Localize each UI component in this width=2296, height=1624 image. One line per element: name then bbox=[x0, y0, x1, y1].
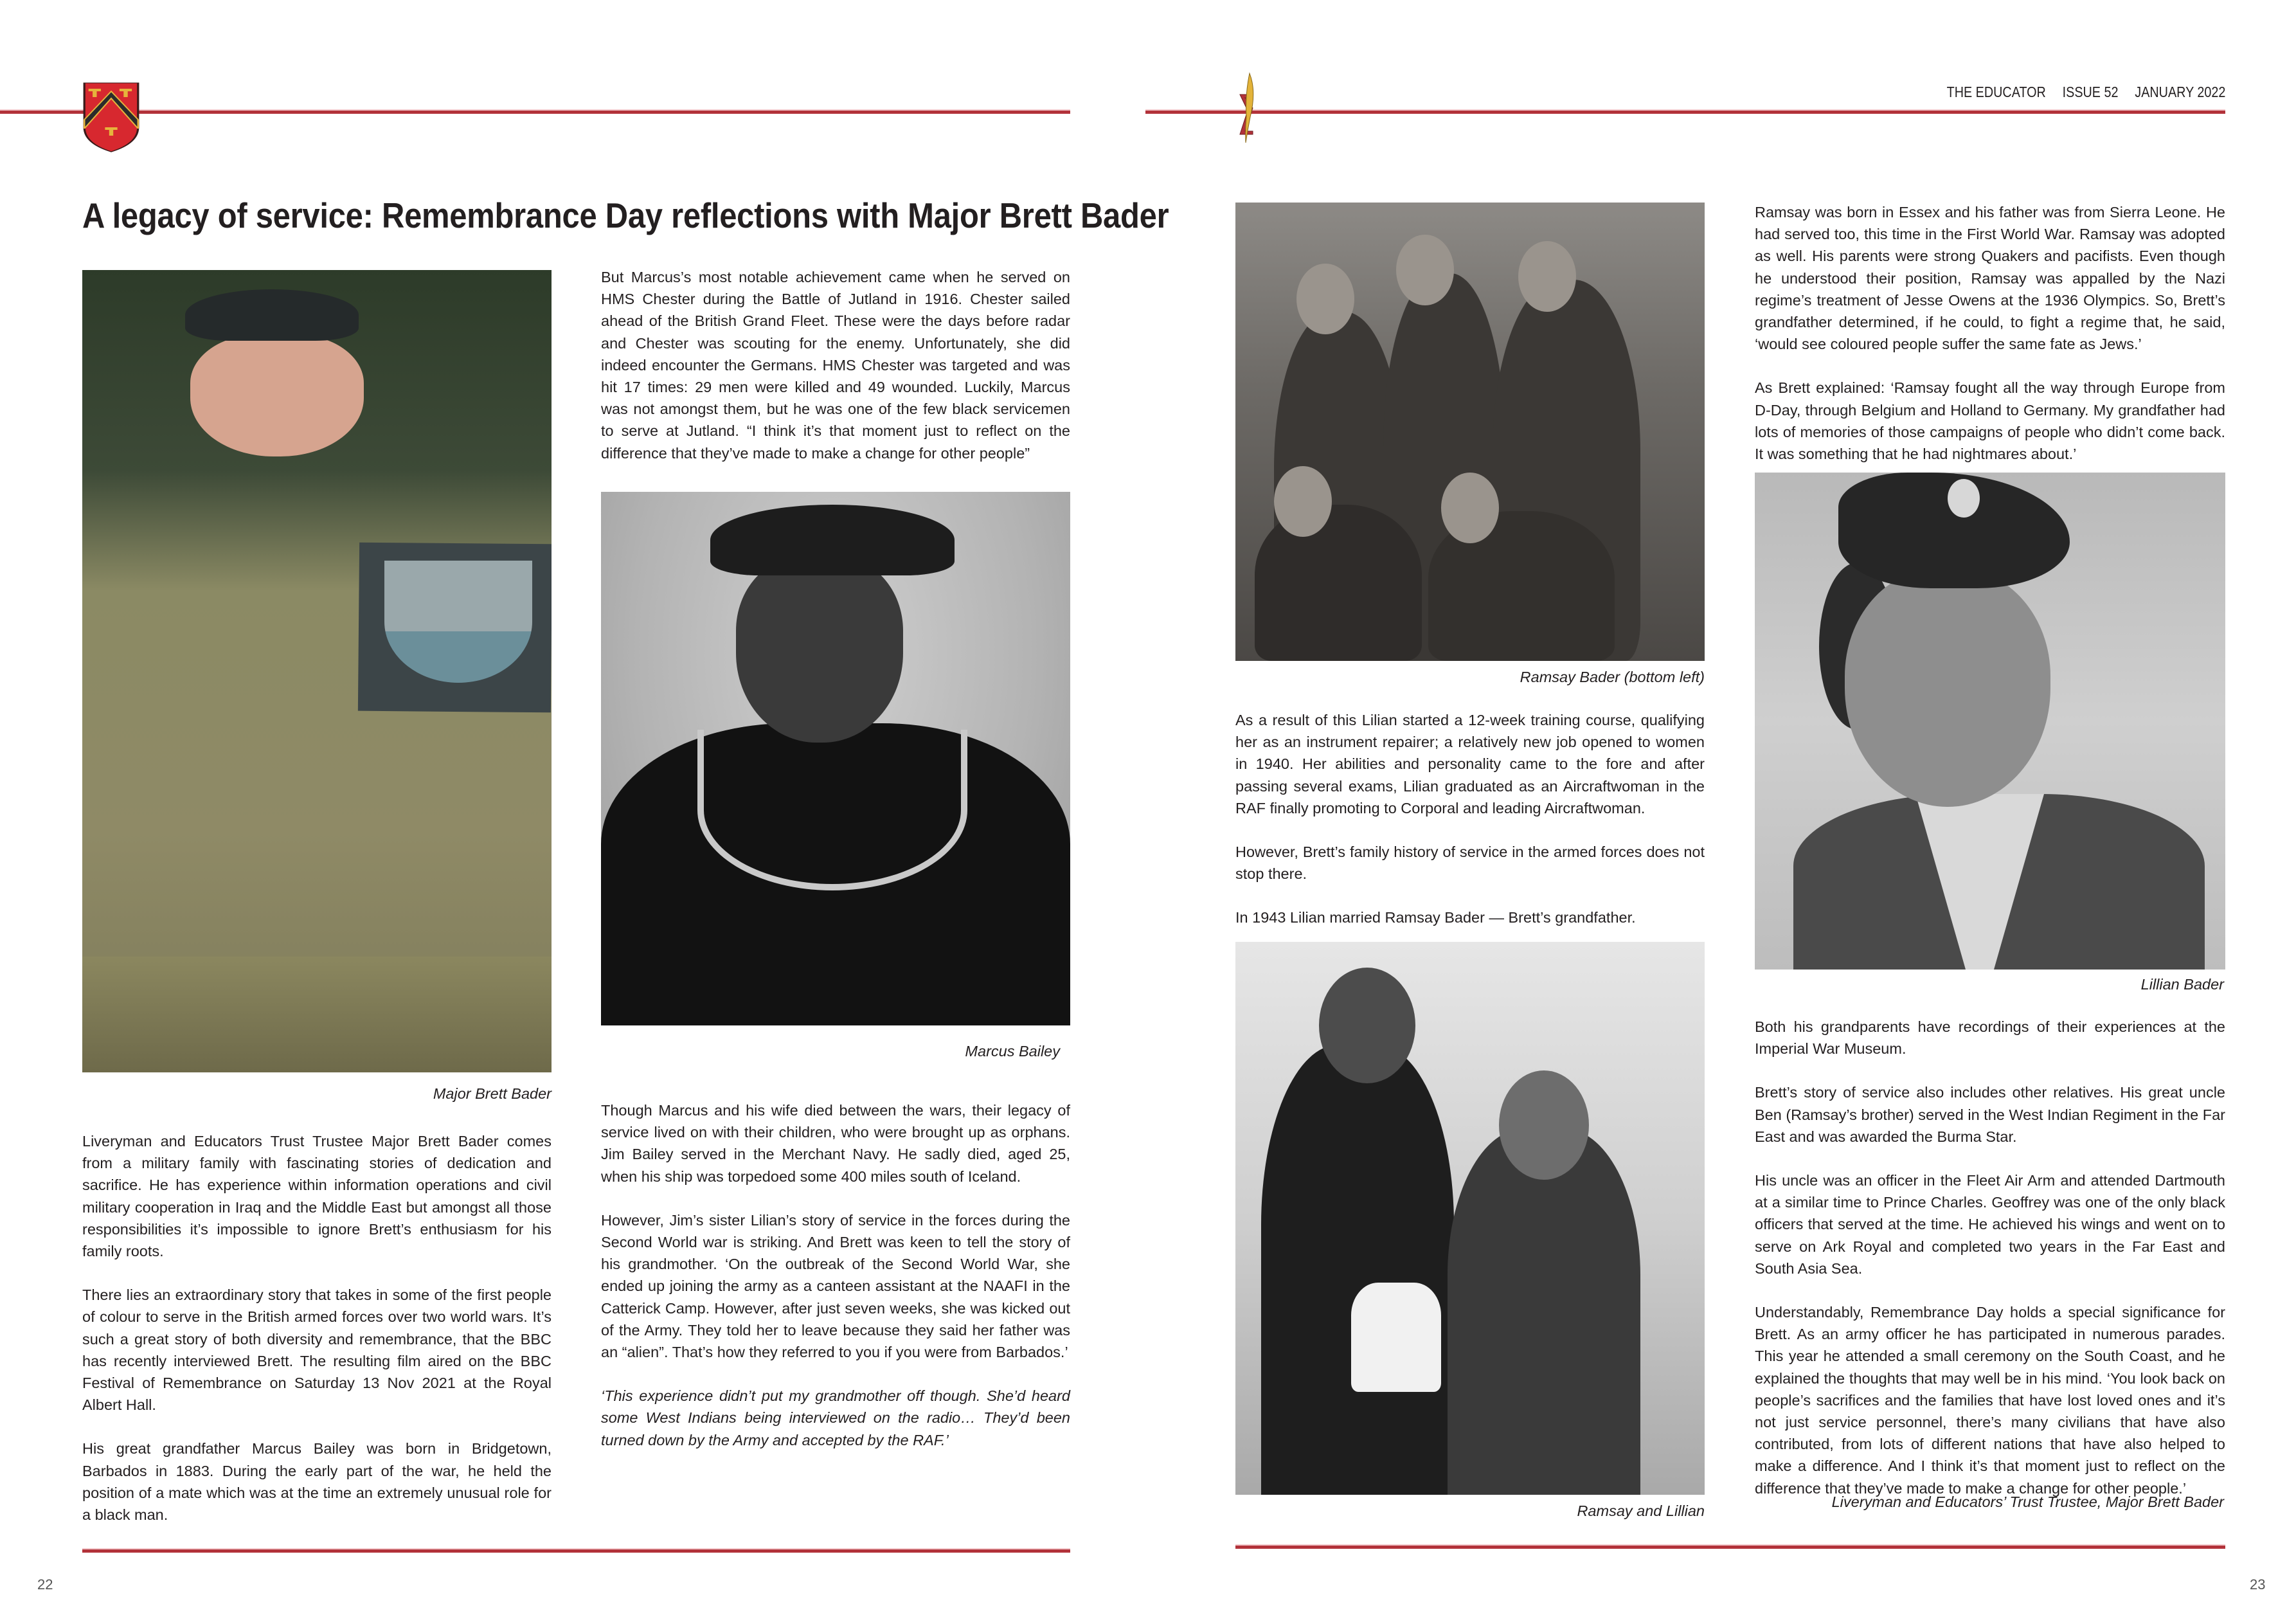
photo-beret bbox=[185, 289, 359, 341]
paragraph: As a result of this Lilian started a 12-week training course, qualifying her as an instrument repairer; a relatively new job opened to women in 1940. Her abilities and personality came to the fore and after passing several exams, Lilian graduated as an Aircraftwoman in the RAF finally promoting to Corporal and leading Aircraftwoman. bbox=[1235, 712, 1705, 817]
paragraph: Ramsay was born in Essex and his father was from Sierra Leone. He had served too, this time in the First World War. Ramsay was adopted as well. His parents were strong Quakers and pacifists. Even though he understood their position, Ramsay was appalled by the Nazi regime’s treatment of Jesse Owens at the 1936 Olympics. So, Brett’s grandfather determined, if he could, to fight a regime that, he said, ‘would see coloured people suffer the same fate as Jews.’ bbox=[1755, 204, 2225, 353]
photo-caption: Ramsay and Lillian bbox=[1577, 1502, 1705, 1519]
right-column-a-text bbox=[1235, 709, 1705, 929]
photo-head bbox=[1274, 466, 1332, 537]
paragraph: However, Brett’s family history of service in the armed forces does not stop there. bbox=[1235, 844, 1705, 883]
photo-head bbox=[1319, 968, 1415, 1083]
paragraph: Understandably, Remembrance Day holds a special significance for Brett. As an army officer he has participated in numerous parades. This year he attended a small ceremony on the South Coast, and he explained the thoughts that may well be in his mind. ‘You look back on people’s sacrifices and the families that have lost loved ones and it’s not just service personnel, there’s many civilians that have also contributed, from lots of different nations that have also helped to make a difference. And I think it’s that moment just to reflect on the difference that they’ve made to make a change for other people.’ bbox=[1755, 1304, 2225, 1497]
photo-face bbox=[1845, 569, 2050, 807]
photo-caption: Ramsay Bader (bottom left) bbox=[1520, 669, 1705, 685]
photo-head bbox=[1518, 241, 1576, 312]
photo-ground bbox=[82, 957, 552, 1072]
header-rule-right bbox=[1145, 111, 2225, 114]
photo-woman bbox=[1448, 1128, 1640, 1495]
photo-marcus-bailey bbox=[601, 492, 1070, 1025]
paragraph: Both his grandparents have recordings of their experiences at the Imperial War Museum. bbox=[1755, 1018, 2225, 1058]
photo-head bbox=[1441, 473, 1499, 543]
paragraph: Liveryman and Educators Trust Trustee Major Brett Bader comes from a military family with fascinating stories of dedication and sacrifice. He has experience within information operations and civil military cooperation in Iraq and the Middle East but amongst all those responsibilities it’s impossible to ignore Brett’s enthusiasm for his family roots. bbox=[82, 1133, 552, 1260]
paragraph: His uncle was an officer in the Fleet Air Arm and attended Dartmouth at a similar time to Prince Charles. Geoffrey was one of the only black officers that served at the time. He achieved his wings and went on to serve on Ark Royal and completed two years in the Far East and South Asia Sea. bbox=[1755, 1172, 2225, 1277]
paragraph: But Marcus’s most notable achievement came when he served on HMS Chester during the Battle of Jutland in 1916. Chester sailed ahead of the British Grand Fleet. These were the days before radar and Chester was scouting for the enemy. Unfortunately, she did indeed encounter the Germans. HMS Chester was targeted and was hit 17 times: 29 men were killed and 49 wounded. Luckily, Marcus was not amongst them, but he was one of the few black servicemen to serve at Jutland. “I think it’s that moment just to reflect on the difference that they’ve made to make a change for other people” bbox=[601, 269, 1070, 462]
photo-caption: Major Brett Bader bbox=[433, 1085, 552, 1102]
page-number-left: 22 bbox=[37, 1576, 53, 1592]
header-rule-left bbox=[0, 111, 1070, 114]
paragraph: Though Marcus and his wife died between the wars, their legacy of service lived on with their children, who were brought up as orphans. Jim Bailey served in the Merchant Navy. He sadly died, aged 25, when his ship was torpedoed some 400 miles south of Iceland. bbox=[601, 1102, 1070, 1185]
photo-caption: Marcus Bailey bbox=[965, 1043, 1060, 1060]
photo-cake bbox=[1351, 1283, 1441, 1392]
photo-cap bbox=[710, 505, 955, 575]
photo-head bbox=[1396, 235, 1454, 305]
photo-major-brett-bader bbox=[82, 270, 552, 1072]
photo-caption: Lillian Bader bbox=[2140, 976, 2224, 993]
paragraph: However, Jim’s sister Lilian’s story of service in the forces during the Second World war is striking. And Brett was keen to tell the story of his grandmother. ‘On the outbreak of the Second World War, she ended up joining the army as a canteen assistant at the NAAFI in the Catterick Camp. However, after just seven weeks, she was kicked out of the Army. They told her to leave because they said her father was an “alien”. That’s how they referred to you if you were from Barbados.’ bbox=[601, 1211, 1070, 1361]
photo-head bbox=[1296, 264, 1354, 334]
photo-ramsay-bader-group bbox=[1235, 203, 1705, 661]
photo-ramsay-and-lillian bbox=[1235, 942, 1705, 1495]
left-column-2-bottom-text bbox=[601, 1099, 1070, 1451]
photo-head bbox=[1499, 1070, 1589, 1180]
page-number-right: 23 bbox=[2250, 1576, 2266, 1592]
photo-man bbox=[1261, 1045, 1454, 1495]
left-column-2-top-text bbox=[601, 266, 1070, 464]
photo-face bbox=[190, 334, 364, 456]
paragraph: His great grandfather Marcus Bailey was born in Bridgetown, Barbados in 1883. During the early part of the war, he held the position of a mate which was at the time an extremely unusual role for a black man. bbox=[82, 1440, 552, 1524]
heraldic-crest-icon bbox=[82, 82, 140, 153]
masthead bbox=[1946, 84, 2225, 101]
right-column-b-bottom-text bbox=[1755, 1016, 2225, 1499]
publication-name: THE EDUCATOR bbox=[1946, 84, 2046, 100]
issue-date: JANUARY 2022 bbox=[2134, 84, 2225, 100]
paragraph: There lies an extraordinary story that takes in some of the first people of colour to serve in the British armed forces over two world wars. It’s such a great story of both diversity and remembrance, that the BBC has recently interviewed Brett. The resulting film aired on the BBC Festival of Remembrance on Saturday 13 Nov 2021 at the Royal Albert Hall. bbox=[82, 1286, 552, 1414]
photo-figure bbox=[1255, 505, 1422, 661]
footer-rule-left bbox=[82, 1549, 1070, 1553]
photo-shield bbox=[384, 561, 532, 683]
photo-cap-badge bbox=[1948, 479, 1980, 518]
left-column-1-text bbox=[82, 1130, 552, 1526]
photo-face bbox=[736, 556, 903, 743]
quill-logo-icon bbox=[1231, 72, 1269, 144]
issue-number: ISSUE 52 bbox=[2062, 84, 2119, 100]
paragraph: In 1943 Lilian married Ramsay Bader — Brett’s grandfather. bbox=[1235, 909, 1636, 926]
right-column-b-top-text bbox=[1755, 201, 2225, 465]
paragraph: Brett’s story of service also includes other relatives. His great uncle Ben (Ramsay’s brother) served in the West Indian Regiment in the Far East and was awarded the Burma Star. bbox=[1755, 1084, 2225, 1145]
signoff: Liveryman and Educators’ Trust Trustee, Major Brett Bader bbox=[1831, 1493, 2224, 1510]
italic-quote-paragraph: ‘This experience didn’t put my grandmother off though. She’d heard some West Indians being interviewed on the radio… They’d been turned down by the Army and accepted by the RAF.’ bbox=[601, 1387, 1070, 1448]
photo-collar bbox=[697, 730, 967, 890]
paragraph: As Brett explained: ‘Ramsay fought all the way through Europe from D-Day, through Belgium and Holland to Germany. My grandfather had lots of memories of those campaigns of people who didn’t come back. It was something that he had nightmares about.’ bbox=[1755, 379, 2225, 463]
footer-rule-right bbox=[1235, 1546, 2225, 1549]
photo-lillian-bader bbox=[1755, 473, 2225, 970]
article-title: A legacy of service: Remembrance Day reflections with Major Brett Bader bbox=[82, 195, 1169, 235]
